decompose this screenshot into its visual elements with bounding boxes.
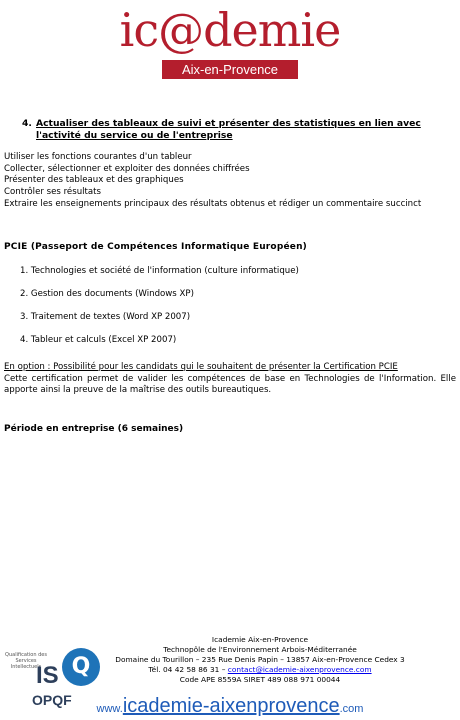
skill-item: Collecter, sélectionner et exploiter des données chiffrées [4, 163, 250, 174]
pcie-module: 4. Tableur et calculs (Excel XP 2007) [20, 335, 177, 345]
footer-street: Domaine du Tourillon – 235 Rue Denis Papin – 13857 Aix-en-Provence Cedex 3 [115, 655, 405, 664]
skill-item: Extraire les enseignements principaux des résultats obtenus et rédiger un commentaire succinct [4, 198, 422, 209]
footer-siret: Code APE 8559A SIRET 489 088 971 00044 [179, 675, 341, 684]
footer-address [60, 635, 460, 685]
periode-heading: Période en entreprise (6 semaines) [4, 424, 184, 434]
opqf-q-icon: Q [62, 648, 100, 686]
opqf-is-mark: IS [36, 662, 59, 689]
option-body: Cette certification permet de valider les compétences de base en Technologies de l'Information. Elle apporte ainsi la preuve de la maîtrise des outils bureautiques. [4, 373, 456, 396]
website-link[interactable] [0, 695, 460, 718]
pcie-module: 2. Gestion des documents (Windows XP) [20, 289, 194, 299]
footer-contact [60, 665, 460, 675]
footer-technopole: Technopôle de l'Environnement Arbois-Méditerranée [163, 645, 357, 654]
skills-list [4, 152, 454, 211]
footer-company: Icademie Aix-en-Provence [211, 635, 309, 644]
section-4-heading [22, 118, 442, 142]
icademie-logo [0, 0, 460, 80]
pcie-title: PCIE (Passeport de Compétences Informatique Européen) [4, 242, 307, 252]
footer-email-link[interactable]: contact@icademie-aixenprovence.com [227, 665, 372, 674]
skill-item: Utiliser les fonctions courantes d'un tableur [4, 152, 192, 162]
logo-wordmark: ic@demie [119, 3, 341, 57]
skill-item: Présenter des tableaux et des graphiques [4, 175, 184, 186]
logo-city-banner: Aix-en-Provence [162, 60, 298, 79]
website-suffix: .com [339, 703, 364, 715]
footer-phone: Tél. 04 42 58 86 31 – [148, 665, 226, 674]
website-domain: icademie-aixenprovence [122, 695, 340, 717]
section-number: 4. [22, 118, 32, 129]
option-heading: En option : Possibilité pour les candidats qui le souhaitent de présenter la Certification PCIE [4, 362, 398, 372]
website-prefix: www. [96, 703, 123, 715]
opqf-caption: Qualification des Services Intellectuels [5, 652, 47, 671]
pcie-module: 3. Traitement de textes (Word XP 2007) [20, 312, 191, 322]
pcie-module: 1. Technologies et société de l'information (culture informatique) [20, 266, 299, 276]
opqf-wordmark: OPQF [32, 692, 72, 708]
skill-item: Contrôler ses résultats [4, 187, 102, 198]
section-title: Actualiser des tableaux de suivi et présenter des statistiques en lien avec l'activité du service ou de l'entreprise [36, 118, 421, 141]
option-block [4, 362, 456, 397]
